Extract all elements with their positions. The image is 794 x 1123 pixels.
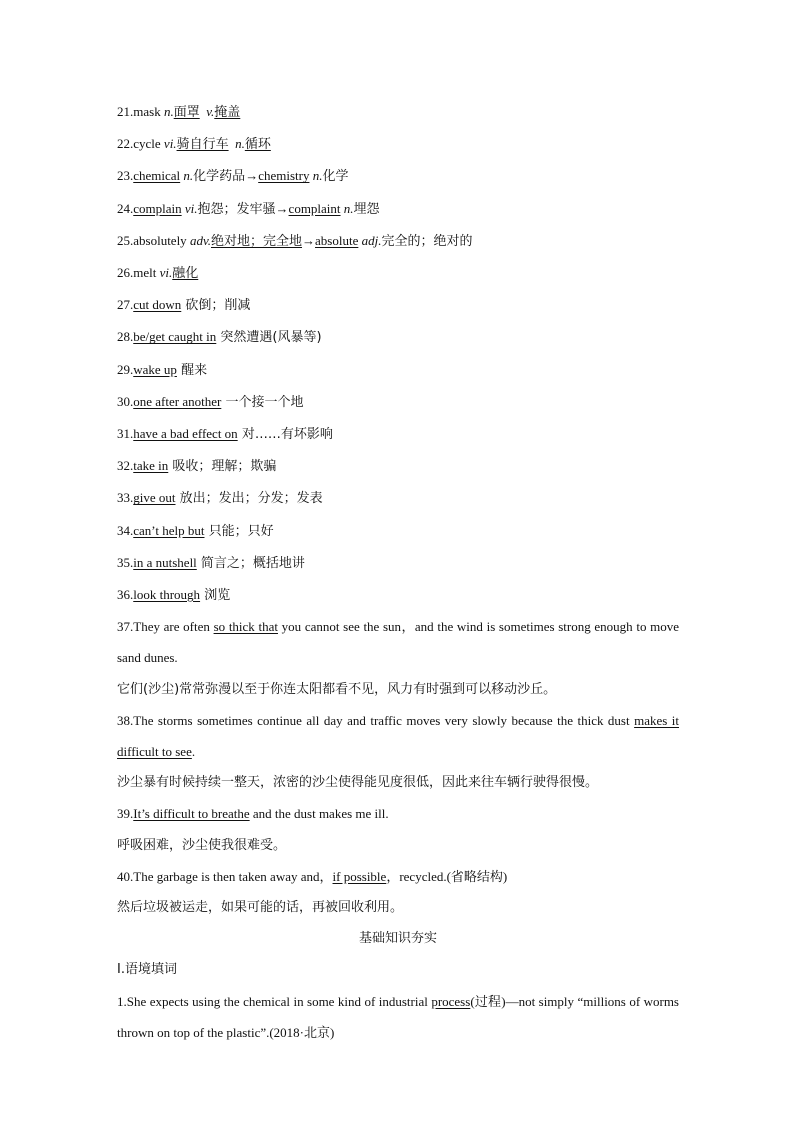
phrase-item-27: 27.cut down 砍倒；削减 <box>117 297 251 314</box>
phrase-item-32: 32.take in 吸收；理解；欺骗 <box>117 458 277 475</box>
document-page <box>117 96 679 1048</box>
sentence-38-translation: 沙尘暴有时候持续一整天，浓密的沙尘使得能见度很低，因此来往车辆行驶得很慢。 <box>117 775 599 791</box>
phrase-item-28: 28.be/get caught in 突然遭遇(风暴等) <box>117 329 322 346</box>
vocab-item-25: 25.absolutely adv.绝对地；完全地→absolute adj.完全的；绝对的 <box>117 232 473 249</box>
vocab-item-24: 24.complain vi.抱怨；发牢骚→complaint n.埋怨 <box>117 200 380 217</box>
vocab-item-21: 21.mask n.面罩 v.掩盖 <box>117 104 241 120</box>
sentence-39: 39.It’s difficult to breathe and the dust makes me ill. <box>117 806 389 822</box>
sentence-39-translation: 呼吸困难，沙尘使我很难受。 <box>117 837 287 853</box>
phrase-item-30: 30.one after another 一个接一个地 <box>117 393 304 410</box>
phrase-item-31: 31.have a bad effect on 对……有坏影响 <box>117 426 333 443</box>
phrase-item-36: 36.look through 浏览 <box>117 587 231 604</box>
sentence-40: 40.The garbage is then taken away and，if possible，recycled.(省略结构) <box>117 868 508 884</box>
vocab-item-26: 26.melt vi.融化 <box>117 265 199 282</box>
sentence-38: 38.The storms sometimes continue all day and traffic moves very slowly because the thick dust makes it difficult to see. <box>117 712 680 760</box>
vocab-item-22: 22.cycle vi.骑自行车 n.循环 <box>117 136 271 153</box>
exercise-1: 1.She expects using the chemical in some kind of industrial process(过程)—not simply “millions of worms thrown on top of the plastic”.(2018·北京) <box>117 993 679 1040</box>
sentence-37: 37.They are often so thick that you cannot see the sun，and the wind is sometimes strong enough to move sand dunes. <box>117 619 680 666</box>
part-label: Ⅰ.语境填词 <box>117 962 177 978</box>
vocab-item-23: 23.chemical n.化学药品→chemistry n.化学 <box>117 168 349 185</box>
phrase-item-34: 34.can’t help but 只能；只好 <box>117 522 274 539</box>
phrase-item-33: 33.give out 放出；发出；分发；发表 <box>117 490 323 507</box>
sentence-37-translation: 它们(沙尘)常常弥漫以至于你连太阳都看不见，风力有时强到可以移动沙丘。 <box>117 681 557 697</box>
phrase-item-29: 29.wake up 醒来 <box>117 361 208 378</box>
phrase-item-35: 35.in a nutshell 简言之；概括地讲 <box>117 554 305 571</box>
sentence-40-translation: 然后垃圾被运走，如果可能的话，再被回收利用。 <box>117 900 404 916</box>
section-title: 基础知识夯实 <box>358 931 437 947</box>
